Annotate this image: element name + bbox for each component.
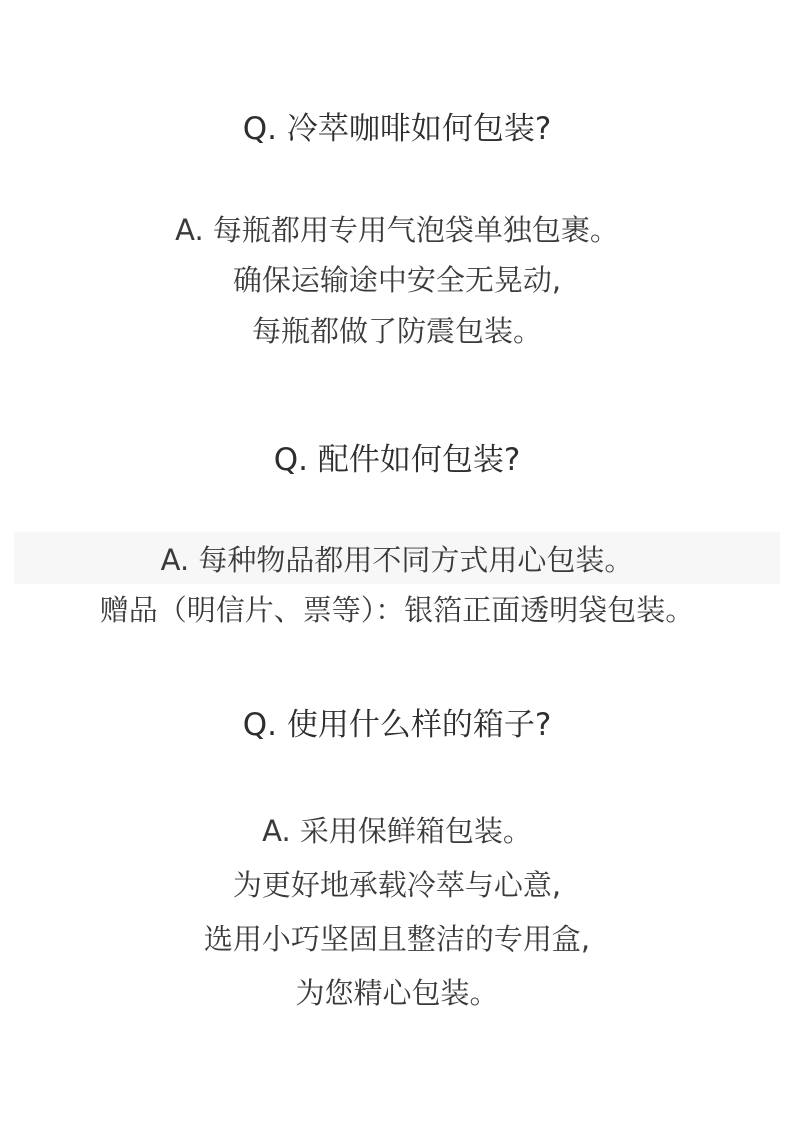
faq-question-1: Q. 冷萃咖啡如何包装? <box>242 111 552 147</box>
faq-answer-3-line-2: 为更好地承载冷萃与心意, <box>232 868 562 902</box>
faq-answer-2-line-2: 赠品（明信片、票等）：银箔正面透明袋包装。 <box>99 593 695 627</box>
faq-answer-3-line-3: 选用小巧坚固且整洁的专用盒, <box>203 922 591 956</box>
faq-question-2: Q. 配件如何包装? <box>273 442 521 478</box>
faq-answer-2-line-1: A. 每种物品都用不同方式用心包装。 <box>160 543 634 577</box>
faq-answer-1-line-2: 确保运输途中安全无晃动, <box>232 263 562 297</box>
faq-answer-1-line-1: A. 每瓶都用专用气泡袋单独包裹。 <box>175 213 619 247</box>
faq-answer-1-line-3: 每瓶都做了防震包装。 <box>251 314 542 348</box>
faq-answer-3-line-4: 为您精心包装。 <box>295 976 499 1010</box>
faq-answer-3-line-1: A. 采用保鲜箱包装。 <box>262 814 532 848</box>
faq-question-3: Q. 使用什么样的箱子? <box>242 707 552 743</box>
